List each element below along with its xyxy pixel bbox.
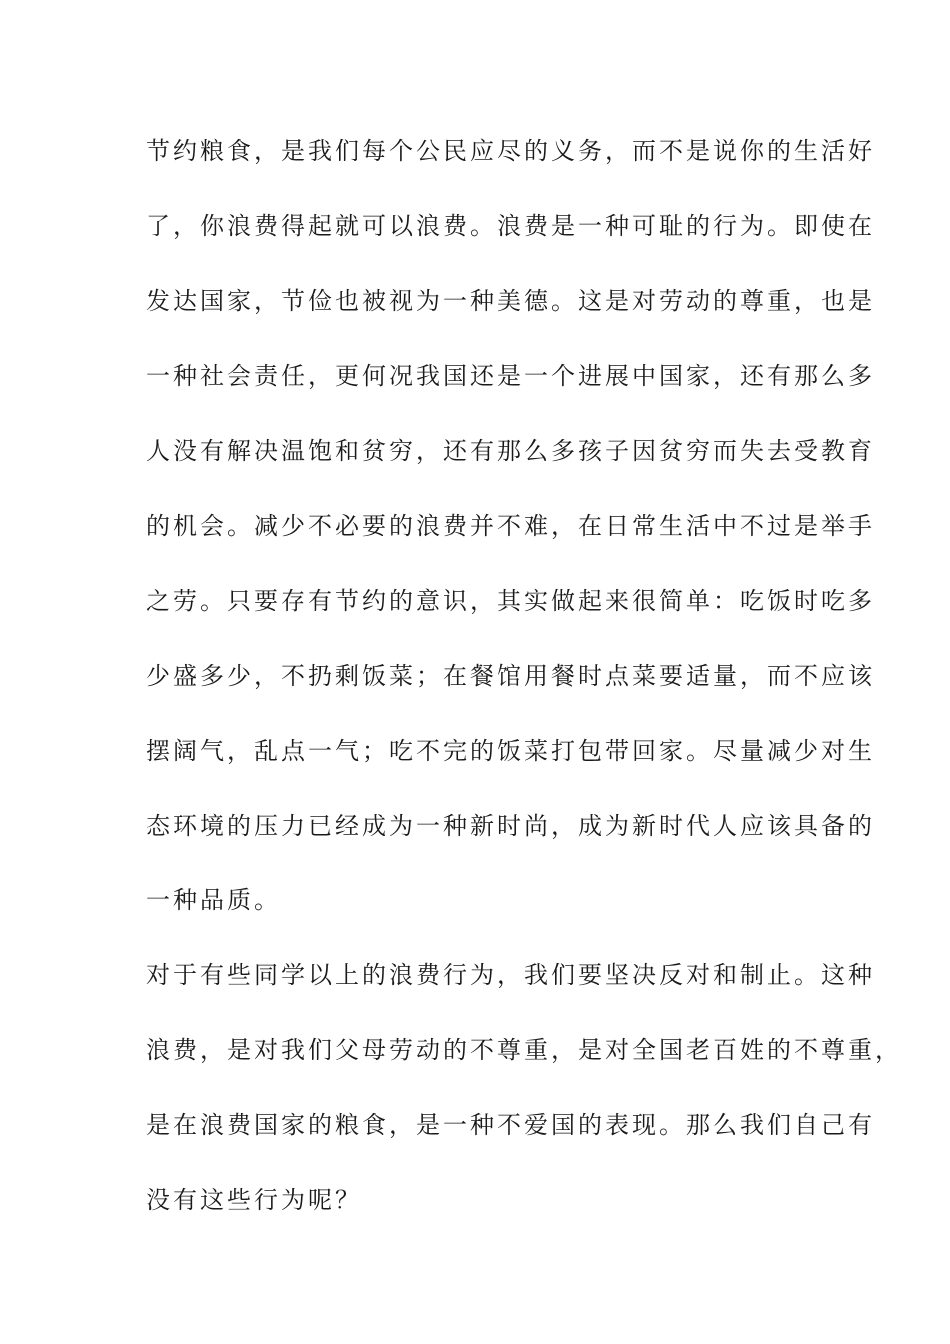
paragraph-line: 浪费，是对我们父母劳动的不尊重，是对全国老百姓的不尊重， <box>146 1036 902 1064</box>
paragraph-line: 没有这些行为呢？ <box>146 1186 362 1214</box>
paragraph-line: 态环境的压力已经成为一种新时尚，成为新时代人应该具备的 <box>146 812 875 840</box>
paragraph-line: 发达国家，节俭也被视为一种美德。这是对劳动的尊重，也是 <box>146 287 875 315</box>
paragraph-line: 对于有些同学以上的浪费行为，我们要坚决反对和制止。这种 <box>146 961 875 989</box>
paragraph-line: 了，你浪费得起就可以浪费。浪费是一种可耻的行为。即使在 <box>146 212 875 240</box>
paragraph-line: 一种品质。 <box>146 886 281 914</box>
paragraph-line: 人没有解决温饱和贫穷，还有那么多孩子因贫穷而失去受教育 <box>146 437 875 465</box>
paragraph-line: 是在浪费国家的粮食，是一种不爱国的表现。那么我们自己有 <box>146 1111 875 1139</box>
paragraph-line: 摆阔气，乱点一气；吃不完的饭菜打包带回家。尽量减少对生 <box>146 737 875 765</box>
paragraph-line: 的机会。减少不必要的浪费并不难，在日常生活中不过是举手 <box>146 512 875 540</box>
paragraph-line: 一种社会责任，更何况我国还是一个进展中国家，还有那么多 <box>146 362 875 390</box>
paragraph-line: 之劳。只要存有节约的意识，其实做起来很简单：吃饭时吃多 <box>146 587 875 615</box>
paragraph-line: 节约粮食，是我们每个公民应尽的义务，而不是说你的生活好 <box>146 137 875 165</box>
paragraph-line: 少盛多少，不扔剩饭菜；在餐馆用餐时点菜要适量，而不应该 <box>146 662 875 690</box>
